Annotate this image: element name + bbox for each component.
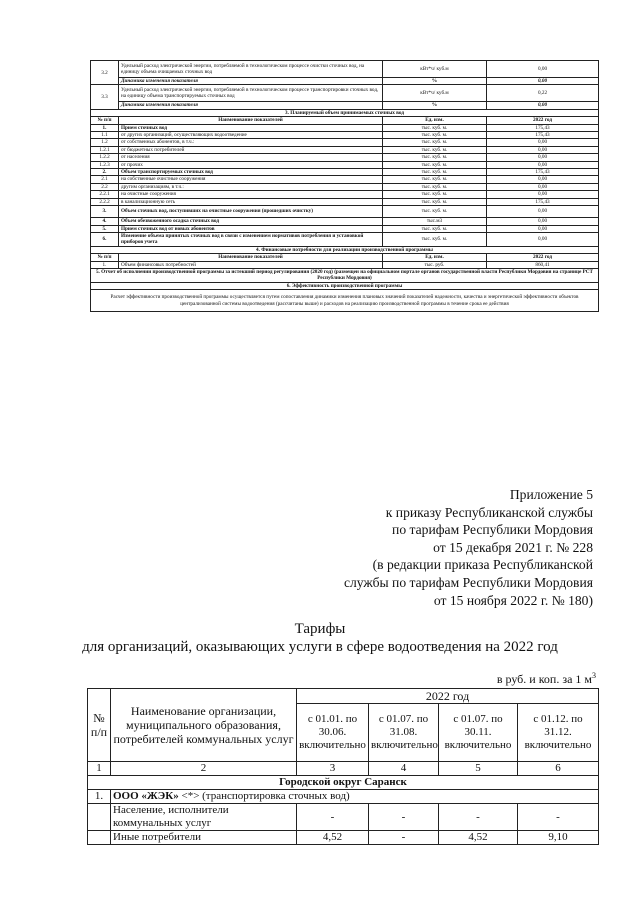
indicator-name: Удельный расход электрической энергии, потребляемой в технологическом процессе очистки сточных вод, на единицу объема очищаемых сточных вод — [119, 61, 383, 78]
tariff-table — [87, 688, 599, 845]
indicator-unit: тыс. куб. м. — [383, 161, 487, 168]
indicator-name: Удельный расход электрической энергии, потребляемой в технологическом процессе транспортировки сточных вод, на единицу объема транспортируемых сточных вод — [119, 85, 383, 102]
indicator-name: Объем транспортируемых сточных вод — [119, 169, 383, 176]
units-note — [497, 671, 596, 687]
header-unit: Ед. изм. — [383, 117, 487, 124]
header-num: № п/п — [91, 254, 119, 261]
indicator-unit: тыс. куб. м. — [383, 139, 487, 146]
indicator-value: 0,00 — [487, 218, 599, 225]
index-cell: 1 — [88, 762, 111, 776]
row-num: 5. — [91, 225, 119, 232]
index-cell: 6 — [518, 762, 599, 776]
row-num: 2.2.1 — [91, 191, 119, 198]
org-name-rest: <*> (транспортировка сточных вод) — [178, 790, 350, 802]
appendix-line: от 15 декабря 2021 г. № 228 — [433, 539, 593, 555]
tariff-value: 4,52 — [297, 831, 369, 845]
row-num: 6. — [91, 232, 119, 246]
indicator-name: от населения — [119, 154, 383, 161]
indicator-unit: тыс. куб. м. — [383, 183, 487, 190]
indicator-value: 0,00 — [487, 176, 599, 183]
row-num: 2. — [91, 169, 119, 176]
district-row: Городской округ Саранск — [88, 776, 599, 790]
indicator-name: от бюджетных потребителей — [119, 146, 383, 153]
index-cell: 3 — [297, 762, 369, 776]
tariff-value: 9,10 — [518, 831, 599, 845]
indicator-unit: тыс. руб. — [383, 261, 487, 268]
appendix-line: от 15 ноября 2022 г. № 180) — [433, 592, 593, 608]
section-4-title: 4. Финансовые потребности для реализации производственной программы — [91, 246, 599, 253]
row-num: 2.1 — [91, 176, 119, 183]
dynamics-value: 0,00 — [487, 102, 599, 109]
indicator-name: в канализационную сеть — [119, 198, 383, 205]
appendix-header — [344, 486, 593, 609]
indicator-value: 0,00 — [487, 146, 599, 153]
row-num: 1.2 — [91, 139, 119, 146]
indicator-name: Прием сточных вод — [119, 124, 383, 131]
indicator-value: 0,00 — [487, 191, 599, 198]
indicator-name: на собственные очистные сооружения — [119, 176, 383, 183]
indicator-name: Объем сточных вод, поступивших на очистные сооружения (прошедших очистку) — [119, 206, 383, 218]
tariff-value: - — [297, 804, 369, 831]
header-num: № п/п — [88, 689, 111, 762]
row-num: 4. — [91, 218, 119, 225]
indicator-name: от собственных абонентов, в т.ч.: — [119, 139, 383, 146]
indicator-unit: тыс. куб. м. — [383, 232, 487, 246]
row-num: 2.2 — [91, 183, 119, 190]
units-sup: 3 — [592, 671, 596, 680]
tariff-value: - — [439, 804, 518, 831]
consumer-name: Иные потребители — [111, 831, 297, 845]
indicator-value: 175,43 — [487, 198, 599, 205]
dynamics-unit: % — [383, 102, 487, 109]
header-num: № п/п — [91, 117, 119, 124]
dynamics-unit: % — [383, 78, 487, 85]
header-period: с 01.01. по 30.06. включительно — [297, 704, 369, 762]
dynamics-value: 0,00 — [487, 78, 599, 85]
row-num: 2.2.2 — [91, 198, 119, 205]
row-num: 1.2.1 — [91, 146, 119, 153]
production-program-table — [90, 60, 599, 312]
indicator-name: Объем обезвоженного осадка сточных вод — [119, 218, 383, 225]
header-name: Наименование показателей — [119, 117, 383, 124]
appendix-line: к приказу Республиканской службы — [385, 504, 593, 520]
index-cell: 4 — [369, 762, 439, 776]
indicator-value: 0,00 — [487, 206, 599, 218]
indicator-value: 0,00 — [487, 225, 599, 232]
indicator-unit: тыс. куб. м. — [383, 124, 487, 131]
row-num: 1. — [91, 261, 119, 268]
tariff-value: - — [369, 804, 439, 831]
row-num: 1.2.2 — [91, 154, 119, 161]
indicator-value: 175,43 — [487, 124, 599, 131]
appendix-line: по тарифам Республики Мордовия — [392, 522, 593, 538]
header-period: с 01.12. по 31.12. включительно — [518, 704, 599, 762]
indicator-name: Объем финансовых потребностей — [119, 261, 383, 268]
appendix-line: Приложение 5 — [509, 487, 593, 502]
index-cell: 2 — [111, 762, 297, 776]
indicator-value: 860,41 — [487, 261, 599, 268]
row-num: 1. — [91, 124, 119, 131]
indicator-value: 0,00 — [487, 61, 599, 78]
row-num: 3.3 — [91, 85, 119, 109]
index-cell: 5 — [439, 762, 518, 776]
indicator-unit: тыс. куб. м. — [383, 146, 487, 153]
indicator-value: 0,00 — [487, 161, 599, 168]
section-3-title: 3. Планируемый объем принимаемых сточных вод — [91, 109, 599, 116]
indicator-unit: кВт*ч/ куб.м — [383, 61, 487, 78]
consumer-name: Население, исполнители коммунальных услуг — [111, 804, 297, 831]
title-line-1: Тарифы — [294, 621, 346, 637]
header-organization: Наименование организации, муниципального образования, потребителей коммунальных услуг — [111, 689, 297, 762]
units-text: в руб. и коп. за 1 м — [496, 672, 592, 686]
document-title — [0, 620, 640, 656]
indicator-unit: тыс. куб. м. — [383, 191, 487, 198]
empty-cell — [88, 804, 111, 831]
header-period: с 01.07. по 30.11. включительно — [439, 704, 518, 762]
indicator-unit: тыс. куб. м. — [383, 206, 487, 218]
org-num: 1. — [88, 790, 111, 804]
row-num: 3. — [91, 206, 119, 218]
indicator-unit: тыс. куб. м. — [383, 132, 487, 139]
row-num: 1.1 — [91, 132, 119, 139]
indicator-name: Прием сточных вод от новых абонентов — [119, 225, 383, 232]
section-6-text: Расчет эффективности производственной программы осуществляется путем сопоставления динамики изменения плановых значений показателей надежности, качества и энергетической эффективности объектов централизованной системы водоотведения (рассчитаны выше) и расходов на реализацию производственной программы в течение срока ее действия — [91, 290, 599, 312]
indicator-unit: кВт*ч/ куб.м — [383, 85, 487, 102]
indicator-value: 0,00 — [487, 154, 599, 161]
dynamics-label: Динамика изменения показателя — [119, 102, 383, 109]
header-year: 2022 год — [487, 117, 599, 124]
indicator-unit: тыс. куб. м. — [383, 225, 487, 232]
header-year: 2022 год — [297, 689, 599, 704]
indicator-unit: тыс. куб. м. — [383, 198, 487, 205]
header-name: Наименование показателей — [119, 254, 383, 261]
indicator-name: другим организациям, в т.ч.: — [119, 183, 383, 190]
org-name-bold: ООО «ЖЭК» — [113, 790, 179, 802]
indicator-value: 0,00 — [487, 139, 599, 146]
header-year: 2022 год — [487, 254, 599, 261]
indicator-name: на очистные сооружения — [119, 191, 383, 198]
tariff-value: - — [518, 804, 599, 831]
row-num: 3.2 — [91, 61, 119, 85]
indicator-unit: тыс.м3 — [383, 218, 487, 225]
title-line-2: для организаций, оказывающих услуги в сфере водоотведения на 2022 год — [82, 639, 558, 655]
indicator-value: 175,43 — [487, 132, 599, 139]
indicator-unit: тыс. куб. м. — [383, 154, 487, 161]
indicator-value: 0,00 — [487, 232, 599, 246]
indicator-name: Изменение объема принятых сточных вод в связи с изменением нормативов потребления и установкой приборов учета — [119, 232, 383, 246]
appendix-line: службы по тарифам Республики Мордовия — [343, 574, 593, 590]
empty-cell — [88, 831, 111, 845]
indicator-value: 0,22 — [487, 85, 599, 102]
tariff-value: 4,52 — [439, 831, 518, 845]
dynamics-label: Динамика изменения показателя — [119, 78, 383, 85]
section-5-title: 5. Отчет об исполнении производственной программы за истекший период регулирования (2020 год) (размещен на официальном портале органов государственной власти Республики Мордовия на странице РСТ Республики Мордовия) — [91, 268, 599, 282]
indicator-value: 175,43 — [487, 169, 599, 176]
indicator-unit: тыс. куб. м. — [383, 176, 487, 183]
appendix-line: (в редакции приказа Республиканской — [372, 557, 593, 573]
tariff-value: - — [369, 831, 439, 845]
indicator-value: 0,00 — [487, 183, 599, 190]
indicator-unit: тыс. куб. м. — [383, 169, 487, 176]
indicator-name: от прочих — [119, 161, 383, 168]
indicator-name: от других организаций, осуществляющих водоотведение — [119, 132, 383, 139]
section-6-title: 6. Эффективность производственной программы — [91, 282, 599, 289]
row-num: 1.2.3 — [91, 161, 119, 168]
org-name — [111, 790, 599, 804]
header-period: с 01.07. по 31.08. включительно — [369, 704, 439, 762]
header-unit: Ед. изм. — [383, 254, 487, 261]
